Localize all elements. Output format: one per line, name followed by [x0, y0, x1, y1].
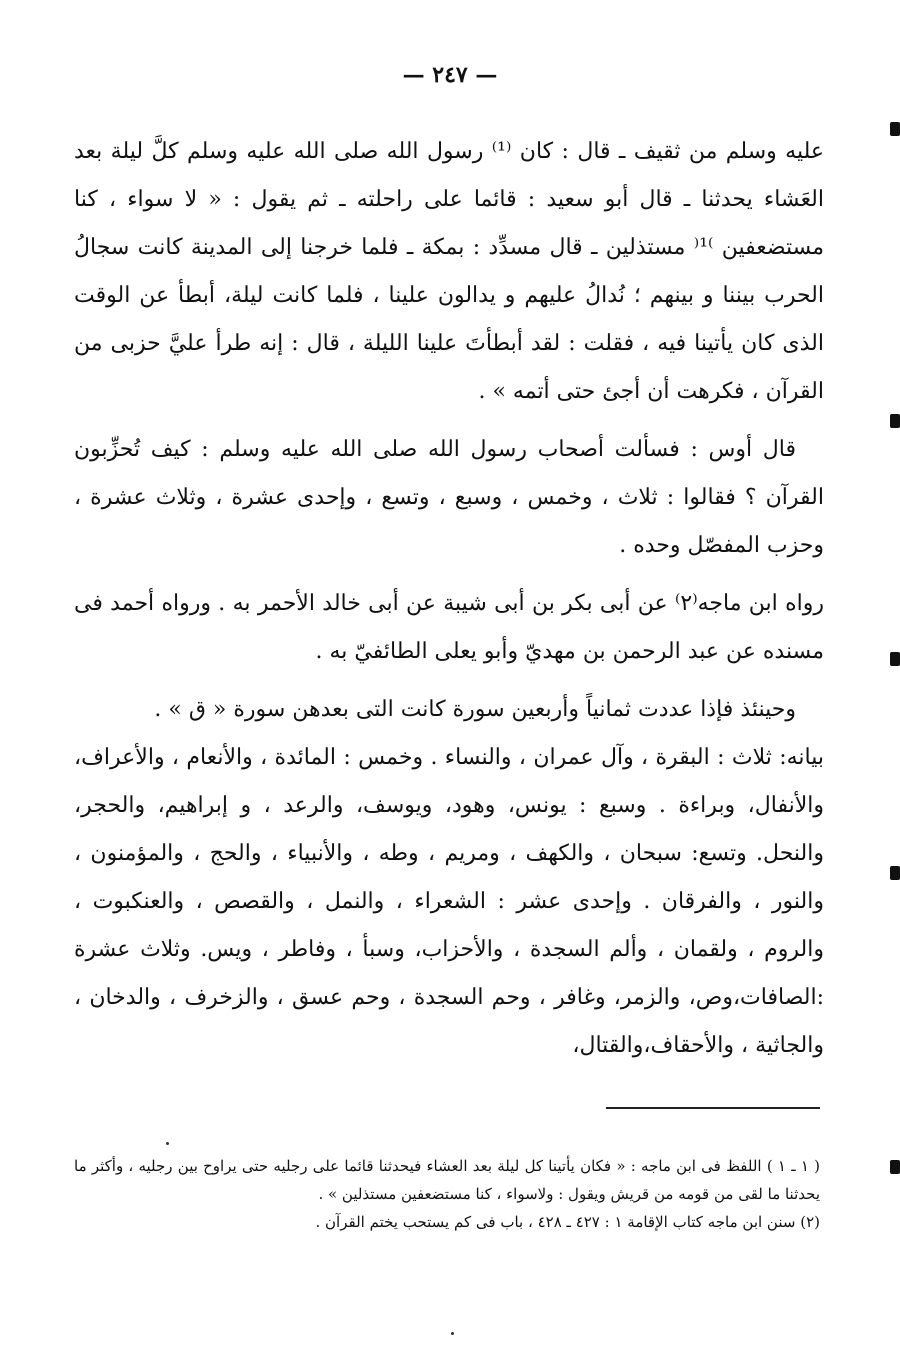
paragraph-hadith: عليه وسلم من ثقيف ـ قال : كان ⁽¹⁾ رسول الله صلى الله عليه وسلم كلَّ ليلة بعد العَشاء يحدثنا ـ قال أبو سعيد : قائما على راحلته ـ ثم يقول : « لا سواء ، كنا مستضعفين ⁾¹⁽ مستذلين ـ قال مسدِّد : بمكة ـ فلما خرجنا إلى المدينة كانت سجالُ الحرب بيننا و بينهم ؛ نُدالُ عليهم و يدالون علينا ، فلما كانت ليلة، أبطأ عن الوقت الذى كان يأتينا فيه ، فقلت : لقد أبطأتَ علينا الليلة ، قال : إنه طرأ عليَّ حزبى من القرآن ، فكرهت أن أجئ حتى أتمه » .: [74, 139, 824, 404]
scan-speck: [166, 1142, 169, 1145]
scan-edge-mark: [890, 122, 900, 136]
page-number: — ٢٤٧ —: [402, 62, 498, 88]
main-text: [74, 128, 824, 1070]
scan-edge-mark: [890, 866, 900, 880]
paragraph-count: وحينئذ فإذا عددت ثمانياً وأربعين سورة كانت التى بعدهن سورة « ق » .: [154, 697, 796, 722]
footnote-divider: [606, 1107, 820, 1109]
scan-edge-mark: [890, 1160, 900, 1174]
footnote-2: (٢) سنن ابن ماجه كتاب الإقامة ١ : ٤٢٧ ـ ٤٢٨ ، باب فى كم يستحب يختم القرآن .: [315, 1213, 820, 1231]
paragraph-bayan: بيانه: ثلاث : البقرة ، وآل عمران ، والنساء . وخمس : المائدة ، والأنعام ، والأعراف، والأنفال، وبراءة . وسبع : يونس، وهود، ويوسف، والرعد ، و إبراهيم، والحجر، والنحل. وتسع: سبحان ، والكهف ، ومريم ، وطه ، والأنبياء ، والحج ، والمؤمنون ، والنور ، والفرقان . وإحدى عشر : الشعراء ، والنمل ، والقصص ، والعنكبوت ، والروم ، ولقمان ، وألم السجدة ، والأحزاب، وسبأ ، وفاطر ، ويس. وثلاث عشرة :الصافات،وص، والزمر، وغافر ، وحم السجدة ، وحم عسق ، والزخرف ، والدخان ، والجاثية ، والأحقاف،والقتال،: [74, 745, 824, 1058]
scan-edge-mark: [890, 414, 900, 428]
paragraph-aws: قال أوس : فسألت أصحاب رسول الله صلى الله عليه وسلم : كيف تُحزِّبون القرآن ؟ فقالوا : ثلاث ، وخمس ، وسبع ، وتسع ، وإحدى عشرة ، وثلاث عشرة ، وحزب المفصّل وحده .: [74, 437, 824, 558]
footnote-1: ( ١ ـ ١ ) اللفظ فى ابن ماجه : « فكان يأتينا كل ليلة بعد العشاء فيحدثنا قائما على رجليه حتى يراوح بين رجليه ، وأكثر ما يحدثنا ما لقى من قومه من قريش ويقول : ولاسواء ، كنا مستضعفين مستذلين » .: [74, 1157, 820, 1203]
scan-edge-mark: [890, 652, 900, 666]
footnotes: [74, 1152, 820, 1236]
scan-speck: [451, 1332, 454, 1335]
paragraph-riwaya: رواه ابن ماجه⁽٢⁾ عن أبى بكر بن أبى شيبة عن أبى خالد الأحمر به . ورواه أحمد فى مسنده عن عبد الرحمن بن مهديّ وأبو يعلى الطائفيّ به .: [74, 591, 824, 664]
